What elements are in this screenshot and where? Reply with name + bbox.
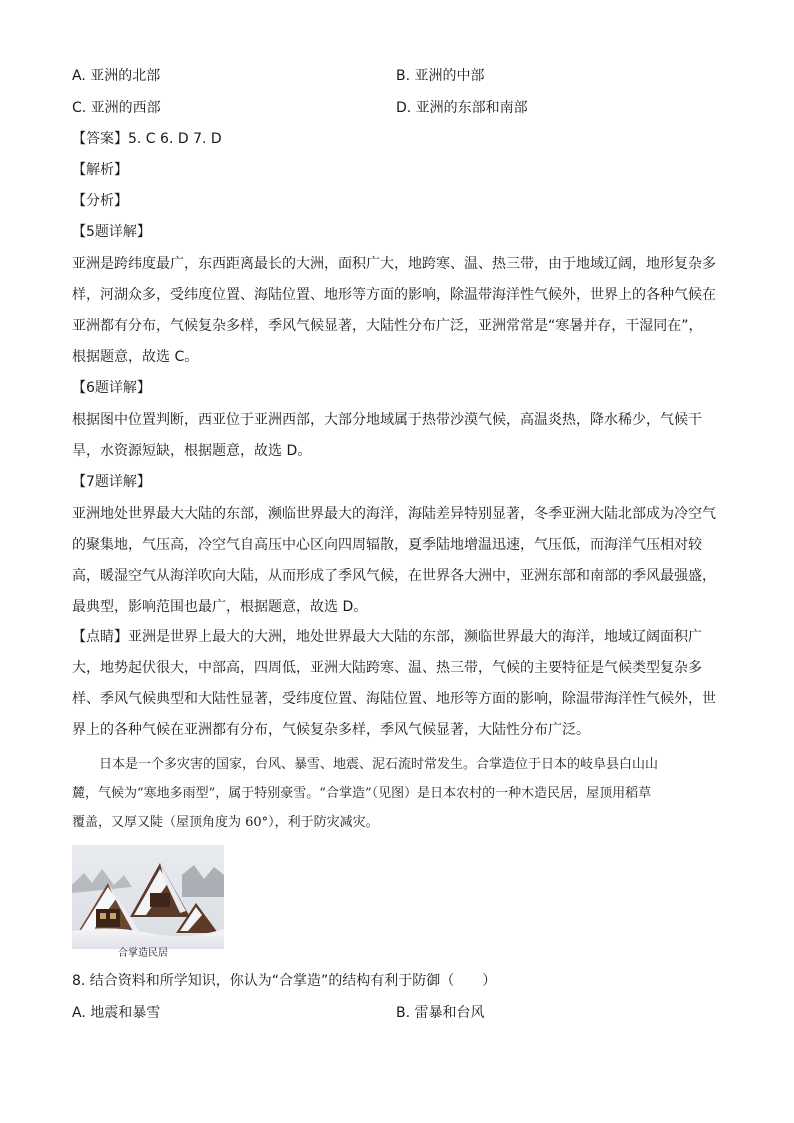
option-a: A. 亚洲的北部 [72,68,161,84]
dianjing-line: 大，地势起伏很大，中部高，四周低，亚洲大陆跨寒、温、热三带，气候的主要特征是气候类型复杂多 [72,660,702,676]
q7-line: 高，暖湿空气从海洋吹向大陆，从而形成了季风气候，在世界各大洲中，亚洲东部和南部的季风最强盛， [72,568,716,584]
material-line: 覆盖，又厚又陡（屋顶角度为 60°），利于防灾减灾。 [72,815,379,830]
material-line: 日本是一个多灾害的国家，台风、暴雪、地震、泥石流时常发生。合掌造位于日本的岐阜县白山山 [99,757,659,772]
material-line: 麓，气候为“寒地多雨型”，属于特别豪雪。“合掌造”（见图）是日本农村的一种木造民居，屋顶用稻草 [72,786,652,801]
gassho-house-photo [72,845,224,949]
fenxi-header: 【分析】 [72,193,128,209]
photo-caption: 合掌造民居 [118,948,168,959]
dianjing-line: 样、季风气候典型和大陆性显著，受纬度位置、海陆位置、地形等方面的影响，除温带海洋性气候外，世 [72,691,716,707]
q5-line: 亚洲都有分布，气候复杂多样，季风气候显著，大陆性分布广泛，亚洲常常是“寒暑并存，干湿同在”， [72,318,703,334]
q6-line: 旱，水资源短缺，根据题意，故选 D。 [72,443,312,459]
dianjing-line: 界上的各种气候在亚洲都有分布，气候复杂多样，季风气候显著，大陆性分布广泛。 [72,722,590,738]
q5-line: 样，河湖众多，受纬度位置、海陆位置、地形等方面的影响，除温带海洋性气候外，世界上的各种气候在 [72,287,716,303]
option-c: C. 亚洲的西部 [72,100,161,116]
q8-option-a: A. 地震和暴雪 [72,1005,161,1021]
q5-line: 根据题意，故选 C。 [72,349,199,365]
dianjing-paragraph [72,622,720,746]
q8-option-b: B. 雷暴和台风 [396,1005,485,1021]
q6-line: 根据图中位置判断，西亚位于亚洲西部，大部分地域属于热带沙漠气候，高温炎热，降水稀少，气候干 [72,412,702,428]
q7-line: 亚洲地处世界最大大陆的东部，濒临世界最大的海洋，海陆差异特别显著，冬季亚洲大陆北部成为冷空气 [72,506,716,522]
q5-explanation [72,249,720,373]
q7-header: 【7题详解】 [72,474,151,490]
q5-header: 【5题详解】 [72,224,151,240]
q7-explanation [72,499,720,623]
q6-header: 【6题详解】 [72,380,151,396]
option-d: D. 亚洲的东部和南部 [396,100,528,116]
q8-stem: 8. 结合资料和所学知识，你认为“合掌造”的结构有利于防御（ ） [72,973,497,989]
q6-explanation [72,405,720,467]
dianjing-line: 【点睛】亚洲是世界上最大的大洲，地处世界最大大陆的东部，濒临世界最大的海洋，地域辽阔面积广 [72,629,702,645]
analysis-header: 【解析】 [72,162,128,178]
answer-line: 【答案】5. C 6. D 7. D [72,131,222,147]
option-b: B. 亚洲的中部 [396,68,485,84]
q5-line: 亚洲是跨纬度最广，东西距离最长的大洲，面积广大，地跨寒、温、热三带，由于地域辽阔，地形复杂多 [72,256,716,272]
q7-line: 的聚集地，气压高，冷空气自高压中心区向四周辐散，夏季陆地增温迅速，气压低，而海洋气压相对较 [72,537,702,553]
material-paragraph [72,750,726,837]
q7-line: 最典型，影响范围也最广，根据题意，故选 D。 [72,599,368,615]
